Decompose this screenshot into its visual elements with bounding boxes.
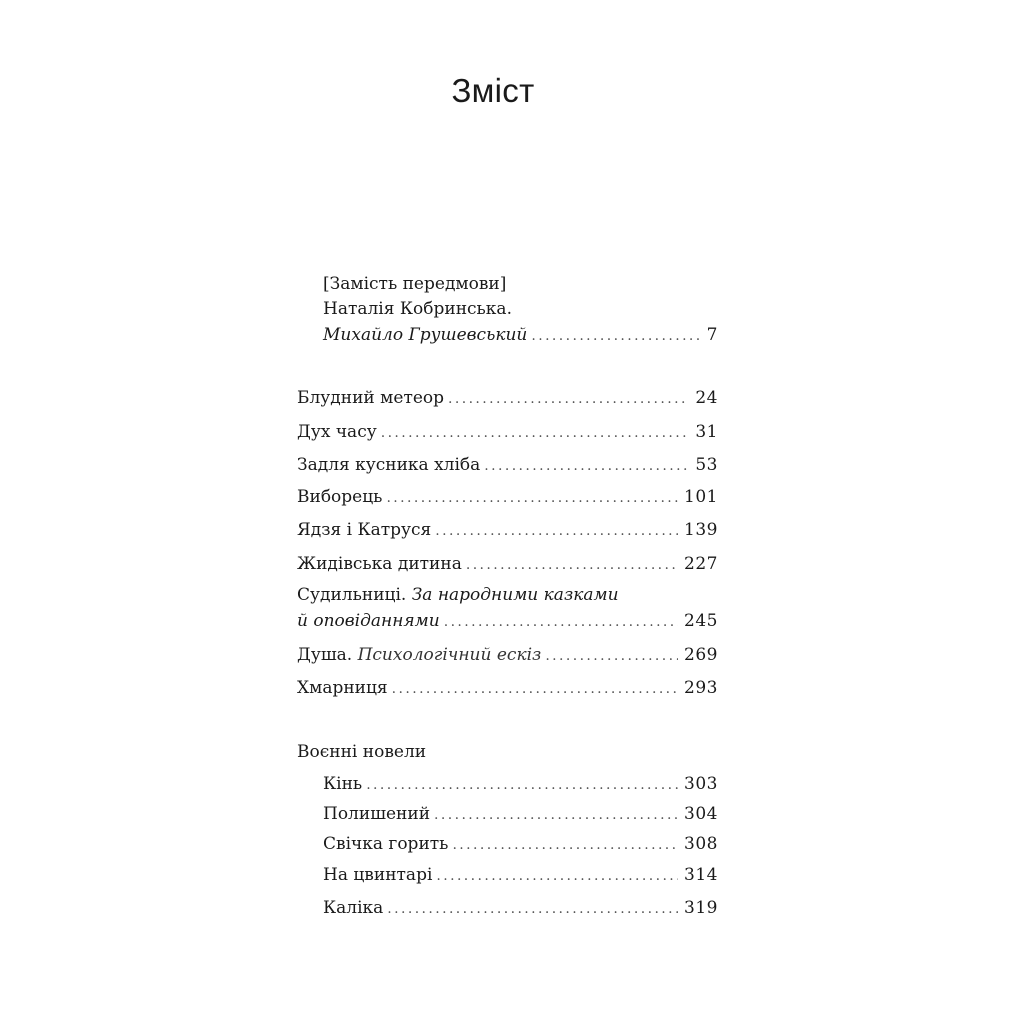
page-number: 245 (684, 611, 718, 631)
dot-leader (545, 645, 678, 667)
page-number: 319 (684, 898, 718, 918)
entry-title: Кінь (323, 774, 363, 794)
page-number: 139 (684, 520, 718, 540)
entry-title: Полишений (323, 804, 431, 824)
entry-title: Судильниці. (297, 585, 407, 605)
entry-title: Виборець (297, 487, 383, 507)
dot-leader (387, 898, 678, 920)
page-title: Зміст (451, 72, 535, 109)
entry-title: Ядзя і Катруся (297, 520, 432, 540)
entry-title-wrap (297, 644, 541, 666)
dot-leader (444, 611, 678, 633)
entry-title: Хмарниця (297, 678, 388, 698)
preface-line-3: Михайло Грушевський (323, 325, 528, 345)
dot-leader (366, 774, 678, 796)
entry-title: Дух часу (297, 422, 377, 442)
toc-entry[interactable] (297, 677, 718, 700)
toc-entry[interactable] (297, 519, 718, 542)
dot-leader (435, 520, 678, 542)
page-number: 308 (684, 834, 718, 854)
toc-subentry[interactable] (323, 833, 718, 856)
dot-leader (448, 388, 689, 410)
dot-leader (386, 487, 678, 509)
page-number: 31 (695, 422, 718, 442)
dot-leader (466, 554, 678, 576)
page-number: 293 (684, 678, 718, 698)
dot-leader (434, 804, 678, 826)
toc-entry[interactable] (297, 644, 718, 667)
section-heading: Воєнні новели (297, 742, 427, 762)
toc-subentry[interactable] (323, 803, 718, 826)
page-number: 269 (684, 645, 718, 665)
entry-subtitle: За народними казками (411, 585, 619, 605)
page-number: 7 (706, 325, 718, 345)
dot-leader (436, 865, 678, 887)
toc-subentry[interactable] (323, 897, 718, 920)
page-number: 53 (695, 455, 718, 475)
toc-subentry[interactable] (323, 773, 718, 796)
page-number: 101 (684, 487, 718, 507)
dot-leader (484, 455, 689, 477)
toc-subentry[interactable] (323, 864, 718, 887)
entry-title: На цвинтарі (323, 865, 433, 885)
toc-entry[interactable] (297, 486, 718, 509)
toc-entry[interactable] (297, 610, 718, 633)
entry-title: Блудний метеор (297, 388, 445, 408)
toc-entry[interactable] (297, 553, 718, 576)
toc-entry-preface[interactable] (323, 324, 718, 347)
dot-leader (381, 422, 690, 444)
preface-line-2: Наталія Кобринська. (323, 299, 512, 319)
entry-title: Душа. (297, 645, 353, 665)
entry-title: Жидівська дитина (297, 554, 462, 574)
dot-leader (531, 325, 700, 347)
entry-subtitle: Психологічний ескіз (357, 645, 542, 665)
entry-subtitle-continued: й оповіданнями (297, 611, 440, 631)
toc-entry-title-line[interactable] (297, 584, 619, 606)
toc-entry[interactable] (297, 454, 718, 477)
page-number: 24 (695, 388, 718, 408)
entry-title: Каліка (323, 898, 384, 918)
page-number: 314 (684, 865, 718, 885)
toc-entry[interactable] (297, 387, 718, 410)
toc-entry[interactable] (297, 421, 718, 444)
preface-line-1: [Замість передмови] (323, 274, 507, 294)
dot-leader (452, 834, 678, 856)
page-number: 303 (684, 774, 718, 794)
page-number: 227 (684, 554, 718, 574)
page-number: 304 (684, 804, 718, 824)
entry-title: Свічка горить (323, 834, 449, 854)
entry-title: Задля кусника хліба (297, 455, 481, 475)
dot-leader (392, 678, 678, 700)
